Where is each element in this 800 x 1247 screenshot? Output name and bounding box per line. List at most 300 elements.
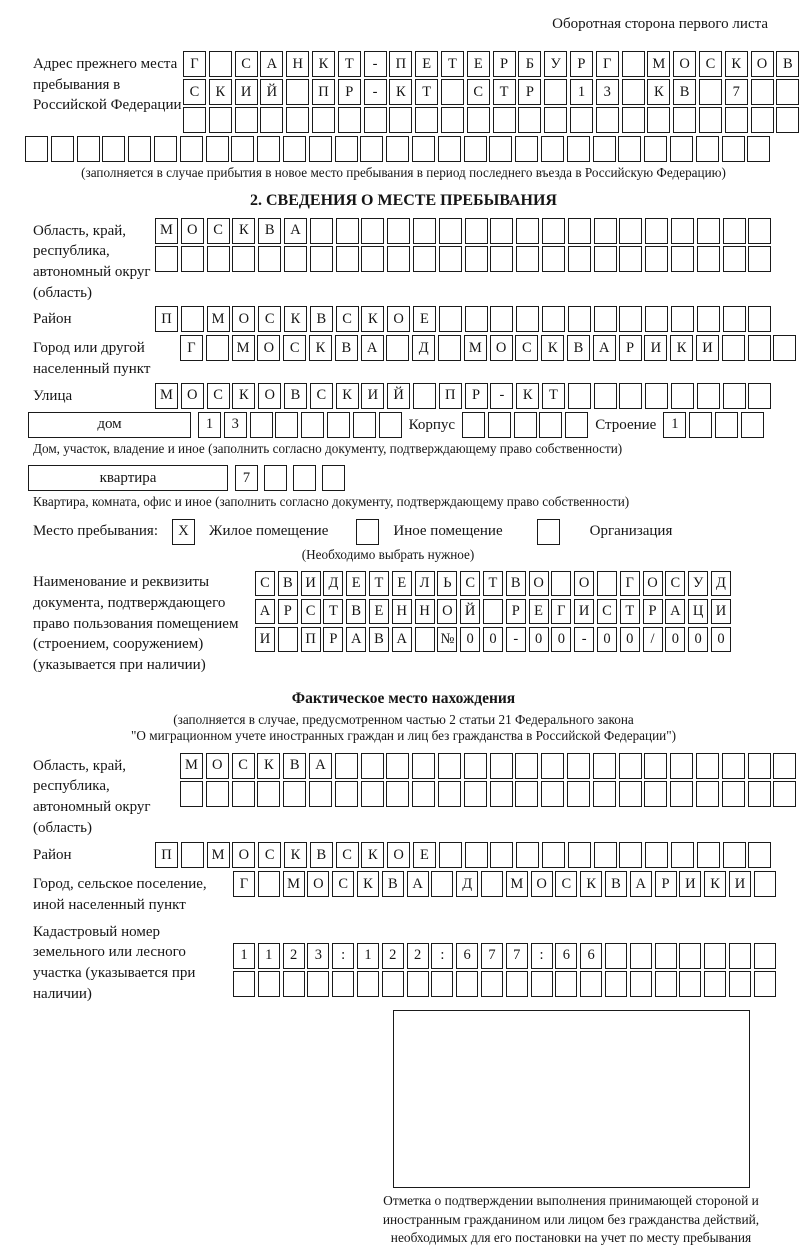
district2-row (155, 842, 771, 868)
char-box (515, 753, 538, 779)
char-box: 6 (555, 943, 577, 969)
char-box (542, 246, 565, 272)
char-box: Р (465, 383, 488, 409)
char-box: Е (467, 51, 490, 77)
char-box (413, 383, 436, 409)
char-box: Т (338, 51, 361, 77)
document-row3 (255, 627, 731, 652)
char-box: М (232, 335, 255, 361)
char-box: В (776, 51, 799, 77)
char-box (360, 136, 383, 162)
char-box (697, 306, 720, 332)
char-box: Д (412, 335, 435, 361)
char-box (258, 871, 280, 897)
char-box (278, 627, 298, 652)
char-box (481, 871, 503, 897)
char-box (258, 246, 281, 272)
char-box: А (593, 335, 616, 361)
char-box (438, 781, 461, 807)
char-box (327, 412, 350, 438)
char-box: В (310, 842, 333, 868)
stay-option-other-label: Иное помещение (393, 523, 503, 540)
char-box (456, 971, 478, 997)
document-row1 (255, 571, 731, 596)
char-box: Г (183, 51, 206, 77)
checkbox-organization (537, 519, 560, 545)
char-box: О (307, 871, 329, 897)
char-box: О (643, 571, 663, 596)
char-box: И (711, 599, 731, 624)
char-box (541, 136, 564, 162)
street-row (155, 383, 771, 409)
char-box (332, 971, 354, 997)
char-box: 1 (198, 412, 221, 438)
char-box (431, 971, 453, 997)
char-box (605, 971, 627, 997)
char-box (232, 781, 255, 807)
char-box: С (597, 599, 617, 624)
char-box: М (207, 842, 230, 868)
char-box: 0 (551, 627, 571, 652)
char-box (379, 412, 402, 438)
char-box (412, 753, 435, 779)
char-box: Р (518, 79, 541, 105)
char-box (593, 136, 616, 162)
char-box: : (531, 943, 553, 969)
char-box (723, 842, 746, 868)
char-box: С (183, 79, 206, 105)
char-box (382, 971, 404, 997)
char-box (438, 136, 461, 162)
char-box (357, 971, 379, 997)
char-box (412, 136, 435, 162)
char-box: Е (529, 599, 549, 624)
char-box: Й (260, 79, 283, 105)
char-box: С (232, 753, 255, 779)
document-label: Наименование и реквизиты документа, подтверждающего право пользования помещением (строением, сооружением) (указывается при наличии) (33, 574, 239, 673)
char-box: / (643, 627, 663, 652)
char-box: С (332, 871, 354, 897)
char-box (567, 136, 590, 162)
char-box (310, 218, 333, 244)
char-box: 7 (481, 943, 503, 969)
char-box (697, 383, 720, 409)
char-box (748, 335, 771, 361)
char-box (715, 412, 738, 438)
char-box (232, 246, 255, 272)
char-box (729, 971, 751, 997)
char-box: М (283, 871, 305, 897)
char-box (322, 465, 345, 491)
char-box (754, 971, 776, 997)
char-box (671, 218, 694, 244)
stay-type-label: Место пребывания: (33, 523, 158, 540)
char-box: В (567, 335, 590, 361)
char-box (544, 79, 567, 105)
char-box (516, 246, 539, 272)
city-row (180, 335, 796, 361)
char-box: 3 (307, 943, 329, 969)
char-box (439, 306, 462, 332)
region-row2 (155, 246, 771, 272)
char-box: С (283, 335, 306, 361)
char-box: Й (387, 383, 410, 409)
char-box (439, 246, 462, 272)
char-box: 1 (357, 943, 379, 969)
prev-address-row2 (183, 79, 799, 105)
char-box (490, 218, 513, 244)
char-box (748, 246, 771, 272)
district-label: Район (33, 311, 72, 328)
char-box: К (232, 218, 255, 244)
char-box (518, 107, 541, 133)
char-box: Ь (437, 571, 457, 596)
char-box: К (541, 335, 564, 361)
char-box: П (389, 51, 412, 77)
char-box (594, 842, 617, 868)
char-box (209, 51, 232, 77)
char-box (412, 781, 435, 807)
house-type-box: дом (28, 412, 191, 438)
field-apartment (28, 465, 774, 491)
checkbox-residential: X (172, 519, 195, 545)
char-box (439, 218, 462, 244)
char-box (568, 306, 591, 332)
confirmation-mark-caption: Отметка о подтверждении выполнения принимающей стороной и иностранным гражданином или лицом без гражданства действий, необходимых для его постановки на учет по месту пребывания (382, 1193, 760, 1245)
char-box (696, 753, 719, 779)
char-box: - (506, 627, 526, 652)
char-box: С (207, 218, 230, 244)
char-box (231, 136, 254, 162)
actual-location-caption1: (заполняется в случае, предусмотренном частью 2 статьи 21 Федерального закона (173, 711, 634, 727)
char-box: К (357, 871, 379, 897)
city2-row (233, 871, 776, 897)
char-box (729, 943, 751, 969)
char-box: : (431, 943, 453, 969)
char-box (704, 943, 726, 969)
char-box (748, 218, 771, 244)
char-box (670, 136, 693, 162)
prev-address-row1 (183, 51, 799, 77)
char-box: Р (278, 599, 298, 624)
document-row2 (255, 599, 731, 624)
stay-option-residential-label: Жилое помещение (209, 523, 329, 540)
char-box: 1 (258, 943, 280, 969)
char-box (180, 781, 203, 807)
char-box: И (696, 335, 719, 361)
char-box (644, 136, 667, 162)
char-box: А (407, 871, 429, 897)
char-box (622, 51, 645, 77)
char-box (489, 136, 512, 162)
char-box (438, 753, 461, 779)
char-box (647, 107, 670, 133)
char-box (25, 136, 48, 162)
char-box (441, 107, 464, 133)
char-box (413, 246, 436, 272)
char-box (490, 753, 513, 779)
char-box: С (467, 79, 490, 105)
char-box: 3 (224, 412, 247, 438)
char-box: Г (596, 51, 619, 77)
char-box (619, 218, 642, 244)
char-box: Р (338, 79, 361, 105)
char-box: А (309, 753, 332, 779)
char-box: М (180, 753, 203, 779)
apartment-number-row (235, 465, 345, 491)
char-box: Р (655, 871, 677, 897)
char-box: Е (392, 571, 412, 596)
char-box (619, 383, 642, 409)
char-box (516, 306, 539, 332)
char-box (773, 753, 796, 779)
char-box (619, 306, 642, 332)
char-box (531, 971, 553, 997)
char-box: О (673, 51, 696, 77)
char-box: В (310, 306, 333, 332)
korpus-row (462, 412, 588, 438)
char-box (260, 107, 283, 133)
checkbox-other-premises (356, 519, 379, 545)
char-box (570, 107, 593, 133)
char-box (490, 246, 513, 272)
char-box: В (369, 627, 389, 652)
char-box: Г (551, 599, 571, 624)
char-box (207, 246, 230, 272)
char-box (568, 246, 591, 272)
char-box (754, 871, 776, 897)
char-box (465, 842, 488, 868)
char-box (622, 79, 645, 105)
char-box: К (670, 335, 693, 361)
district2-label: Район (33, 847, 72, 864)
char-box: И (679, 871, 701, 897)
field-house (28, 412, 774, 438)
char-box: К (284, 306, 307, 332)
field-city2 (33, 871, 774, 915)
char-box: А (255, 599, 275, 624)
stay-type-caption: (Необходимо выбрать нужное) (301, 546, 475, 562)
field-document (33, 569, 774, 675)
char-box: Д (711, 571, 731, 596)
char-box (655, 971, 677, 997)
char-box (594, 246, 617, 272)
char-box (493, 107, 516, 133)
char-box: У (688, 571, 708, 596)
char-box (723, 218, 746, 244)
char-box (439, 842, 462, 868)
char-box (722, 136, 745, 162)
char-box (704, 971, 726, 997)
field-prev-address (33, 51, 793, 133)
char-box: 1 (570, 79, 593, 105)
char-box (751, 79, 774, 105)
char-box (284, 246, 307, 272)
char-box: Т (493, 79, 516, 105)
char-box: А (630, 871, 652, 897)
char-box (516, 218, 539, 244)
char-box (257, 781, 280, 807)
cadastral-row1 (233, 943, 776, 969)
char-box (645, 306, 668, 332)
char-box (644, 781, 667, 807)
char-box: - (364, 79, 387, 105)
char-box: С (255, 571, 275, 596)
char-box (415, 107, 438, 133)
char-box: : (332, 943, 354, 969)
char-box (286, 107, 309, 133)
char-box (467, 107, 490, 133)
char-box (542, 306, 565, 332)
char-box: С (235, 51, 258, 77)
char-box (722, 335, 745, 361)
char-box (293, 465, 316, 491)
char-box (699, 107, 722, 133)
char-box: Р (619, 335, 642, 361)
char-box: Т (483, 571, 503, 596)
char-box: 0 (620, 627, 640, 652)
char-box: М (155, 218, 178, 244)
char-box: Д (456, 871, 478, 897)
char-box (619, 753, 642, 779)
char-box: 0 (529, 627, 549, 652)
char-box: О (574, 571, 594, 596)
char-box: 0 (665, 627, 685, 652)
char-box: 0 (483, 627, 503, 652)
char-box: А (346, 627, 366, 652)
char-box (181, 842, 204, 868)
char-box: К (209, 79, 232, 105)
char-box: К (257, 753, 280, 779)
apartment-type-box: квартира (28, 465, 228, 491)
char-box (551, 571, 571, 596)
char-box (696, 781, 719, 807)
char-box (387, 218, 410, 244)
char-box (490, 781, 513, 807)
char-box (209, 107, 232, 133)
char-box (593, 781, 616, 807)
char-box: 7 (235, 465, 258, 491)
char-box (516, 842, 539, 868)
char-box (580, 971, 602, 997)
char-box (235, 107, 258, 133)
char-box (309, 136, 332, 162)
char-box: Р (506, 599, 526, 624)
char-box (597, 571, 617, 596)
char-box: О (181, 383, 204, 409)
street-label: Улица (33, 387, 73, 404)
char-box: О (531, 871, 553, 897)
char-box (283, 781, 306, 807)
char-box (181, 306, 204, 332)
char-box (748, 781, 771, 807)
char-box (605, 943, 627, 969)
region2-row2 (180, 781, 796, 807)
char-box (630, 943, 652, 969)
field-city (33, 335, 774, 379)
region-label: Область, край, республика, автономный округ (область) (33, 222, 151, 301)
char-box: О (257, 335, 280, 361)
char-box (386, 753, 409, 779)
char-box: Е (415, 51, 438, 77)
char-box: Г (180, 335, 203, 361)
char-box (77, 136, 100, 162)
char-box (644, 753, 667, 779)
char-box: О (529, 571, 549, 596)
char-box (361, 218, 384, 244)
char-box: О (232, 842, 255, 868)
char-box (506, 971, 528, 997)
char-box (568, 218, 591, 244)
char-box (155, 246, 178, 272)
char-box (361, 246, 384, 272)
char-box: И (574, 599, 594, 624)
char-box: О (258, 383, 281, 409)
confirmation-mark-box (393, 1010, 750, 1188)
char-box: - (574, 627, 594, 652)
char-box: Е (413, 306, 436, 332)
section2-title: 2. СВЕДЕНИЯ О МЕСТЕ ПРЕБЫВАНИЯ (250, 191, 557, 209)
char-box: О (232, 306, 255, 332)
char-box (670, 753, 693, 779)
char-box (283, 136, 306, 162)
char-box (697, 842, 720, 868)
char-box (431, 871, 453, 897)
char-box (464, 753, 487, 779)
char-box (353, 412, 376, 438)
char-box: М (207, 306, 230, 332)
char-box (464, 136, 487, 162)
char-box (233, 971, 255, 997)
char-box (568, 383, 591, 409)
char-box: 2 (407, 943, 429, 969)
char-box: Р (323, 627, 343, 652)
char-box (776, 79, 799, 105)
char-box (465, 306, 488, 332)
char-box: Г (233, 871, 255, 897)
char-box (264, 465, 287, 491)
char-box (257, 136, 280, 162)
char-box: Е (346, 571, 366, 596)
char-box: О (437, 599, 457, 624)
char-box (754, 943, 776, 969)
char-box (301, 412, 324, 438)
char-box: С (258, 842, 281, 868)
char-box (567, 781, 590, 807)
char-box: Т (542, 383, 565, 409)
char-box: П (155, 306, 178, 332)
char-box (335, 753, 358, 779)
char-box: С (336, 306, 359, 332)
char-box (697, 246, 720, 272)
char-box (464, 781, 487, 807)
stay-type-row (33, 519, 774, 545)
char-box (622, 107, 645, 133)
field-cadastral (33, 919, 774, 1005)
char-box (490, 842, 513, 868)
char-box: Р (493, 51, 516, 77)
char-box: Е (369, 599, 389, 624)
district-row (155, 306, 771, 332)
char-box: К (389, 79, 412, 105)
char-box (747, 136, 770, 162)
char-box (483, 599, 503, 624)
char-box: В (346, 599, 366, 624)
char-box (619, 842, 642, 868)
char-box: К (336, 383, 359, 409)
char-box: М (647, 51, 670, 77)
char-box (568, 842, 591, 868)
